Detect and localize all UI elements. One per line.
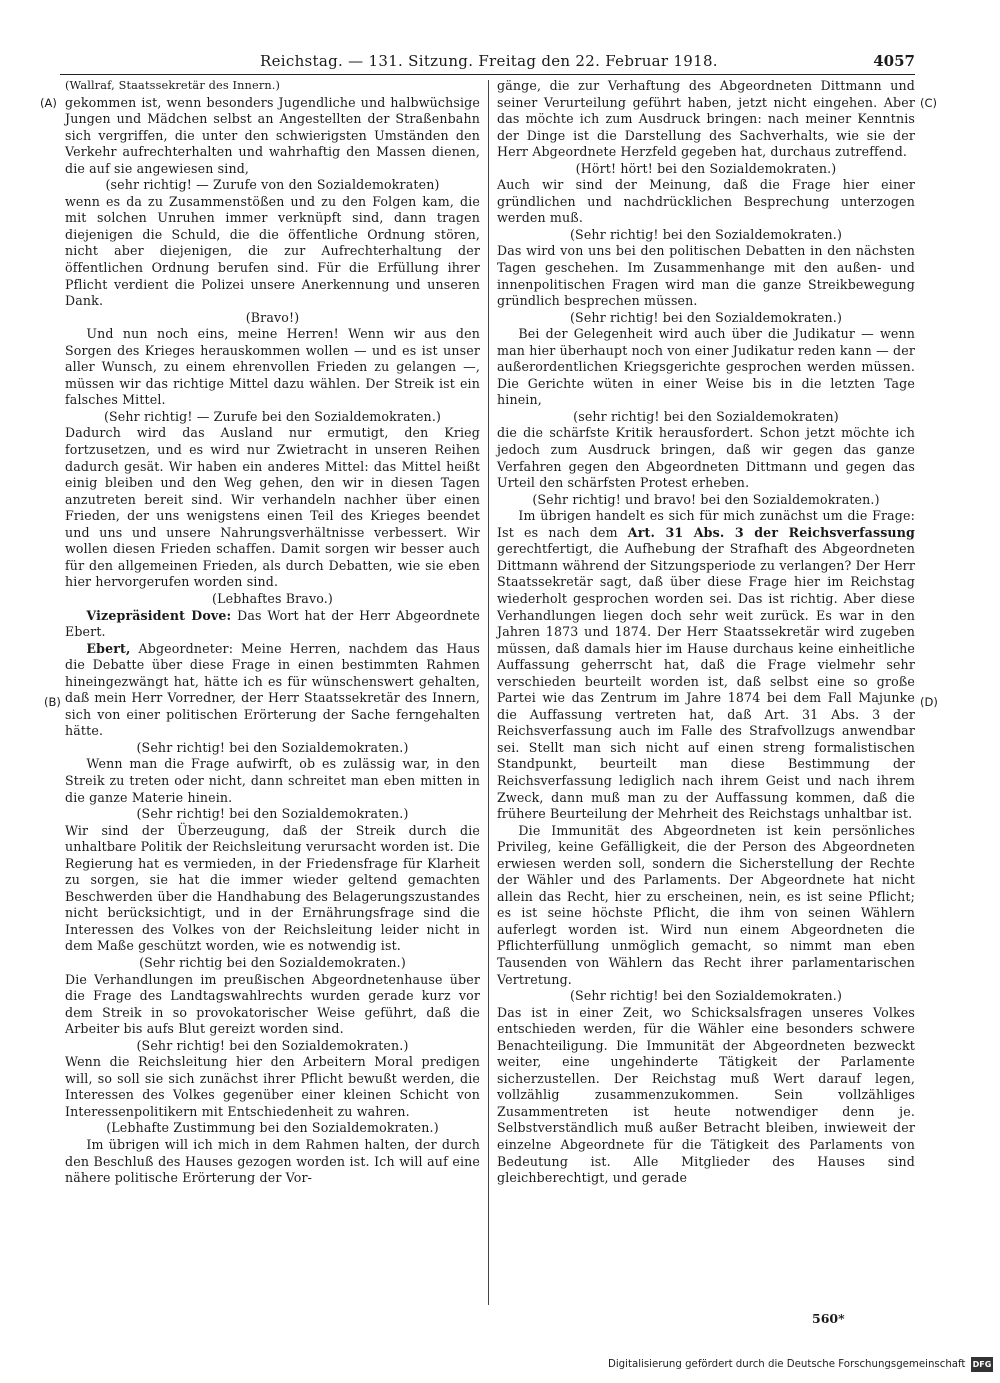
interjection: (Sehr richtig! bei den Sozialdemokraten.): [136, 1037, 409, 1053]
interjection: (Sehr richtig! bei den Sozialdemokraten.): [136, 739, 409, 755]
paragraph: die die schärfste Kritik herausfordert. Schon jetzt möchte ich jedoch zum Ausdruck bringen, daß wir gegen das ganze Verfahren gegen den Abgeordneten Dittmann und gegen das Urteil den schärfsten Protest erheben.: [497, 425, 915, 491]
speaker-text: Abgeordneter: Meine Herren, nachdem das Haus die Debatte über diese Frage in einen bestimmten Rahmen hineingezwängt hat, hätte ich es für wünschenswert gehalten, daß mein Herr Vorredner, der Herr Staatssekretär des Innern, sich von einer politischen Erörterung der Sache ferngehalten hätte.: [65, 640, 480, 739]
paragraph-text: gerechtfertigt, die Aufhebung der Strafhaft des Abgeordneten Dittmann während der Sitzungsperiode zu verlangen? Der Herr Staatssekretär sagt, daß über diese Frage hier im Reichstag wiederholt gesprochen worden sei. Das ist richtig. Aber diese Verhandlungen liegen doch sehr weit zurück. Es war in den Jahren 1873 und 1874. Der Herr Staatssekretär wird zugeben müssen, daß damals hier im Hause durchaus keine einheitliche Auffassung geherrscht hat, daß die Frage vielmehr sehr verschieden beurteilt worden ist, daß selbst eine so große Partei wie das Zentrum im Jahre 1874 bei dem Fall Majunke die Auffassung vertreten hat, daß Art. 31 Abs. 3 der Reichsverfassung auch im Falle des Strafvollzugs anwendbar sei. Stellt man sich nicht auf einen streng formalistischen Standpunkt, beurteilt man diese Bestimmung der Reichsverfassung lediglich nach ihrem Geist und nach ihrem Zweck, dann muß man zu der Auffassung kommen, daß die frühere Beurteilung der Mehrheit des Reichstags unhaltbar ist.: [497, 541, 915, 822]
paragraph: gänge, die zur Verhaftung des Abgeordneten Dittmann und seiner Verurteilung geführt haben, jetzt nicht eingehen. Aber das möchte ich zum Ausdruck bringen: nach meiner Kenntnis der Dinge ist die Darstellung des Sachverhalts, wie sie der Herr Abgeordnete Herzfeld gegeben hat, durchaus zutreffend.: [497, 78, 915, 160]
interjection: (sehr richtig! bei den Sozialdemokraten): [573, 408, 839, 424]
paragraph: Wenn die Reichsleitung hier den Arbeitern Moral predigen will, so soll sie sich zunächst ihrer Pflicht bewußt werden, die Interessen des Volkes gegenüber einer kleinen Schicht von Interessenpolitikern mit Entschiedenheit zu wahren.: [65, 1054, 480, 1119]
left-column: [65, 78, 480, 1187]
signature-mark: 560*: [812, 1311, 845, 1326]
speaker-paragraph: [65, 641, 480, 740]
interjection: (Hört! hört! bei den Sozialdemokraten.): [575, 160, 837, 176]
margin-marker-c: (C): [920, 96, 938, 110]
interjection: (sehr richtig! — Zurufe von den Sozialdemokraten): [105, 177, 440, 193]
paragraph: Die Immunität des Abgeordneten ist kein persönliches Privileg, keine Gefälligkeit, die der Person des Abgeordneten erwiesen werden soll, sondern die Sicherstellung der Rechte der Wähler und des Parlaments. Der Abgeordnete hat nicht allein das Recht, hier zu erscheinen, nein, es ist seine Pflicht; es ist seine höchste Pflicht, die ihm von seinen Wählern auferlegt worden ist. Wird nun einem Abgeordneten die Pflichterfüllung unmöglich gemacht, so nimmt man eben Tausenden von Wählern das Recht ihrer parlamentarischen Vertretung.: [497, 822, 915, 987]
page-header: [60, 50, 915, 75]
speaker-text: Das Wort hat der Herr Abgeordnete Ebert.: [65, 607, 480, 640]
interjection: (Sehr richtig bei den Sozialdemokraten.): [139, 954, 406, 970]
paragraph: gekommen ist, wenn besonders Jugendliche und halbwüchsige Jungen und Mädchen selbst an Angestellten der Straßenbahn sich vergriffen, die unter den schwierigsten Umständen den Verkehr aufrechterhalten und wahrhaftig den Massen dienen, die auf sie angewiesen sind,: [65, 94, 480, 176]
paragraph: Die Verhandlungen im preußischen Abgeordnetenhause über die Frage des Landtagswahlrechts wurden gerade kurz vor dem Streik in so provokatorischer Weise geführt, daß die Arbeiter bis aufs Blut gereizt worden sind.: [65, 971, 480, 1037]
paragraph: Bei der Gelegenheit wird auch über die Judikatur — wenn man hier überhaupt noch von einer Judikatur reden kann — der außerordentlichen Kriegsgerichte gesprochen werden müssen. Die Gerichte wüten in einer Weise bis in die letzten Tage hinein,: [497, 326, 915, 408]
paragraph: Das wird von uns bei den politischen Debatten in den nächsten Tagen geschehen. Im Zusammenhange mit den außen- und innenpolitischen Fragen wird man die ganze Streikbewegung gründlich besprechen müssen.: [497, 243, 915, 309]
interjection: (Sehr richtig! bei den Sozialdemokraten.): [569, 226, 843, 242]
paragraph: Auch wir sind der Meinung, daß die Frage hier einer gründlichen und nachdrücklichen Besprechung unterzogen werden muß.: [497, 177, 915, 226]
paragraph: Dadurch wird das Ausland nur ermutigt, den Krieg fortzusetzen, und es wird nur Zwietracht in unseren Reihen dadurch gesät. Wir haben ein anderes Mittel: das Mittel heißt einig bleiben und den Weg gehen, den wir in diesen Tagen anzutreten bereit sind. Wir verhandeln nachher über einen Frieden, der uns wenigstens einen Teil des Krieges beendet und uns und unsere Nahrungsverhältnisse verbessert. Wir wollen diesen Frieden schaffen. Damit sorgen wir besser auch für den allgemeinen Frieden, als durch Debatten, wie sie eben hier hervorgerufen worden sind.: [65, 425, 480, 590]
interjection: (Lebhaftes Bravo.): [212, 590, 333, 606]
paragraph: Wenn man die Frage aufwirft, ob es zulässig war, in den Streik zu treten oder nicht, dann schreitet man eben mitten in die ganze Materie hinein.: [65, 756, 480, 805]
margin-marker-a: (A): [40, 96, 57, 110]
interjection: (Sehr richtig! — Zurufe bei den Sozialdemokraten.): [103, 408, 442, 424]
paragraph: wenn es da zu Zusammenstößen und zu den Folgen kam, die mit solchen Unruhen immer verknüpft sind, dann tragen diejenigen die Schuld, die die öffentliche Ordnung stören, nicht aber diejenigen, die zur Aufrechterhaltung der öffentlichen Ordnung berufen sind. Für die Erfüllung ihrer Pflicht verdient die Polizei unsere Anerkennung und unseren Dank.: [65, 193, 480, 309]
paragraph: Das ist in einer Zeit, wo Schicksalsfragen unseres Volkes entschieden werden, für die Wähler eine besonders schwere Benachteiligung. Die Immunität der Abgeordneten bezweckt weiter, eine ungehinderte Tätigkeit der Parlamente sicherzustellen. Der Reichstag muß Wert darauf legen, vollzählig zusammenzukommen. Sein vollzähliges Zusammentreten ist heute notwendiger denn je. Selbstverständlich muß außer Betracht bleiben, inwieweit der einzelne Abgeordnete für die Tätigkeit des Parlaments von Bedeutung ist. Alle Mitglieder des Hauses sind gleichberechtigt, und gerade: [497, 1004, 915, 1186]
interjection: (Sehr richtig! bei den Sozialdemokraten.): [569, 309, 843, 325]
interjection: (Bravo!): [245, 309, 300, 325]
column-divider: [488, 80, 489, 1305]
speaker-name: Vizepräsident Dove:: [86, 607, 232, 623]
interjection: (Sehr richtig! bei den Sozialdemokraten.): [136, 806, 409, 822]
footer-text: Digitalisierung gefördert durch die Deutsche Forschungsgemeinschaft: [608, 1359, 966, 1370]
article-reference: Art. 31 Abs. 3 der Reichsverfassung: [627, 524, 916, 540]
paragraph: Im übrigen will ich mich in dem Rahmen halten, der durch den Beschluß des Hauses gezogen worden ist. Ich will auf eine nähere politische Erörterung der Vor-: [65, 1137, 480, 1186]
interjection: (Sehr richtig! und bravo! bei den Sozialdemokraten.): [532, 491, 880, 507]
running-title: Reichstag. — 131. Sitzung. Freitag den 22. Februar 1918.: [260, 52, 718, 70]
speaker-name: Ebert,: [86, 640, 131, 656]
paragraph: [497, 508, 915, 822]
dfg-logo: DFG: [971, 1357, 993, 1372]
interjection: (Lebhafte Zustimmung bei den Sozialdemokraten.): [106, 1120, 439, 1136]
paragraph: Wir sind der Überzeugung, daß der Streik durch die unhaltbare Politik der Reichsleitung verursacht worden ist. Die Regierung hat es vermieden, in der Friedensfrage für Klarheit zu sorgen, sie hat die immer wieder geltend gemachten Beschwerden über die Handhabung des Belagerungszustandes nicht berücksichtigt, und in der Ernährungsfrage sind die Interessen des Volkes von der Reichsleitung leider nicht in dem Maße geschützt worden, wie es notwendig ist.: [65, 822, 480, 954]
page-number: 4057: [873, 52, 915, 70]
margin-marker-d: (D): [920, 695, 938, 709]
speaker-paragraph: [65, 608, 480, 641]
right-column: [497, 78, 915, 1187]
interjection: (Sehr richtig! bei den Sozialdemokraten.): [569, 988, 843, 1004]
speaker-continuation: (Wallraf, Staatssekretär des Innern.): [65, 79, 281, 92]
paragraph-text: Im übrigen handelt es sich für mich zunächst um die Frage: Ist es nach dem: [497, 508, 915, 540]
footer: [608, 1356, 993, 1374]
margin-marker-b: (B): [44, 695, 61, 709]
paragraph: Und nun noch eins, meine Herren! Wenn wir aus den Sorgen des Krieges herauskommen wollen — und es ist unser aller Wunsch, zu einem ehrenvollen Frieden zu gelangen —, müssen wir das richtige Mittel dazu wählen. Der Streik ist ein falsches Mittel.: [65, 326, 480, 408]
